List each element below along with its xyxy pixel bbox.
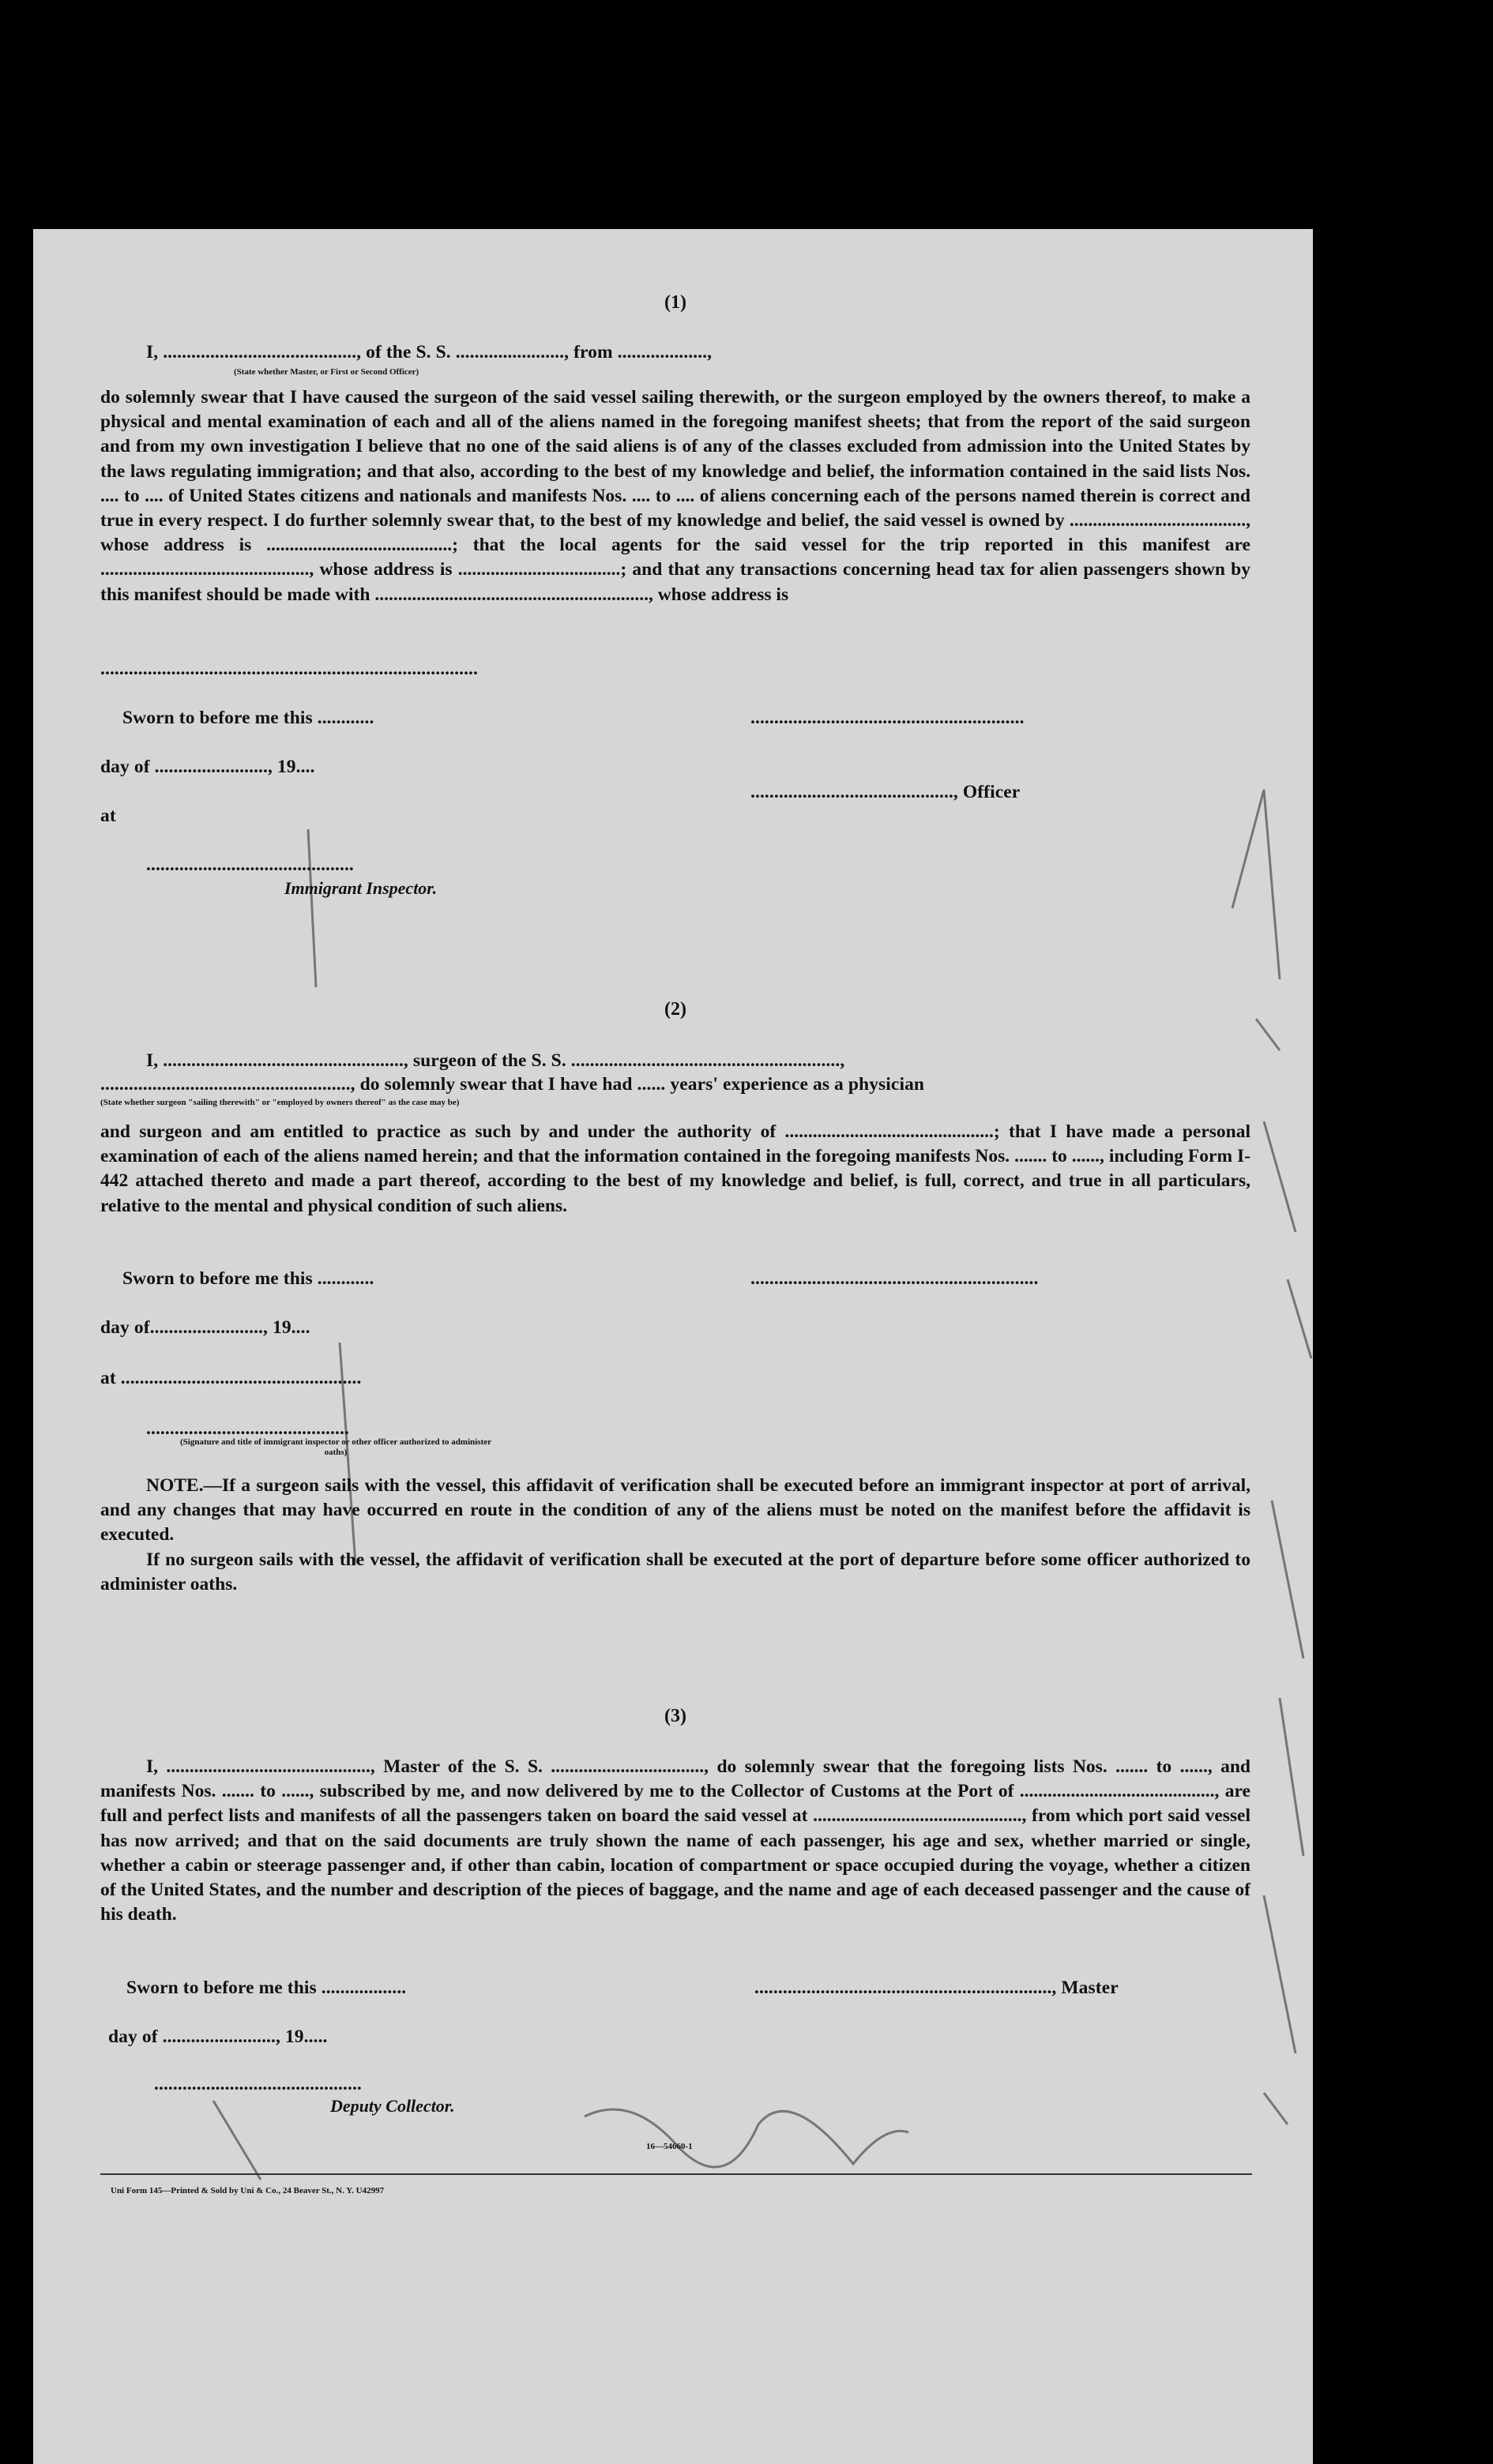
sworn-line: Sworn to before me this ............: [122, 1268, 374, 1289]
day-line: day of........................, 19....: [100, 1317, 310, 1338]
dotted-line: ............................................: [154, 2074, 362, 2094]
affidavit-text: do solemnly swear that I have caused the surgeon of the said vessel sailing therewith, or the surgeon employed by the owners thereof, to make a physical and mental examination of each and all of the aliens named in the foregoing manifest sheets; that from the report of the said surgeon and from my own investigation I believe that no one of the said aliens is of any of the classes excluded from admission into the United States by the laws regulating immigration; and that also, according to the best of my knowledge and belief, the information contained in the said lists Nos. .... to .... of United States citizens and nationals and manifests Nos. .... to .... of aliens concerning each of the persons named therein is correct and true in every respect. I do further solemnly swear that, to the best of my knowledge and belief, the said vessel is owned by ......................................, whose address is ........................................; that the local agents for the said vessel for the trip reported in this manifest are ............................................., whose address is ...................................; and that any transactions concerning head tax for alien passengers shown by this manifest should be made with ..........................................................., whose address is: [100, 387, 1250, 605]
deputy-collector-label: Deputy Collector.: [330, 2096, 455, 2116]
note-text: If no surgeon sails with the vessel, the affidavit of verification shall be executed at the port of departure before some officer authorized to administer oaths.: [100, 1549, 1250, 1595]
binder-hole: [1371, 1828, 1410, 1868]
day-line: day of ........................, 19.....: [108, 2026, 328, 2047]
dotted-line: ................................................................................: [100, 659, 478, 679]
field-caption: (State whether surgeon "sailing therewith" or "employed by owners thereof" as the case may be): [100, 1098, 460, 1107]
dotted-line: ...........................................: [146, 1418, 349, 1439]
signature-line: ..........................................................: [750, 708, 1025, 728]
binder-hole: [1373, 2215, 1412, 2255]
affidavit-text: I, ............................................, Master of the S. S. ................................., do solemnly swear that the foregoing lists Nos. ....... to ......, and manifests Nos. ....... to ......, subscribed by me, and now delivered by me to the Collector of Customs at the Port of .........................................., are full and perfect lists and manifests of all the passengers taken on board the said vessel at ............................................., from which port said vessel has now arrived; and that on the said documents are truly shown the name of each passenger, his age and sex, whether married or single, whether a cabin or steerage passenger and, if other than cabin, location of compartment or space occupied during the voyage, whether a citizen of the United States, and the number and description of the pieces of baggage, and the name and age of each deceased passenger and the cause of his death.: [100, 1756, 1250, 1925]
day-line: day of ........................, 19....: [100, 757, 315, 777]
binder-hole: [1371, 2346, 1410, 2385]
footer-divider: [100, 2173, 1252, 2175]
section-number: (1): [664, 292, 686, 313]
at-line: at ...................................................: [100, 1368, 362, 1388]
affidavit-text: and surgeon and am entitled to practice as such by and under the authority of .............................................; that I have made a personal examination of each of the aliens named herein; and that the information contained in the foregoing manifests Nos. ....... to ......, including Form I-442 attached thereto and made a part thereof, according to the best of my knowledge and belief, is full, correct, and true in all particulars, relative to the mental and physical condition of such aliens.: [100, 1121, 1250, 1216]
field-caption: (State whether Master, or First or Second Officer): [234, 367, 419, 377]
at-label: at: [100, 806, 116, 826]
dotted-line: ............................................: [146, 855, 354, 875]
section-number: (2): [664, 999, 686, 1020]
printer-imprint: Uni Form 145—Printed & Sold by Uni & Co., 24 Beaver St., N. Y. U42997: [111, 2186, 385, 2195]
sworn-line: Sworn to before me this ............: [122, 708, 374, 728]
binder-hole: [1392, 1309, 1431, 1349]
field-caption: (Signature and title of immigrant inspector or other officer authorized to administer oaths): [179, 1437, 492, 1457]
master-line: ..............................................................., Master: [754, 1978, 1119, 1998]
binder-hole: [1382, 446, 1422, 486]
form-line: ....................................................., do solemnly swear that I have had ...... years' experience as a physician: [100, 1074, 925, 1095]
print-code: 16—54660-1: [646, 2142, 693, 2151]
sworn-line: Sworn to before me this ..................: [126, 1978, 407, 1998]
binder-hole: [1363, 296, 1402, 336]
note-text: NOTE.—If a surgeon sails with the vessel, this affidavit of verification shall be executed before an immigrant inspector at port of arrival, and any changes that may have occurred en route in the condition of any of the aliens must be noted on the manifest before the affidavit is executed.: [100, 1475, 1250, 1546]
inspector-label: Immigrant Inspector.: [284, 878, 438, 898]
section-number: (3): [664, 1706, 686, 1726]
form-line: I, ..................................................., surgeon of the S. S. .........................................................,: [146, 1050, 845, 1071]
binder-hole: [1371, 1694, 1410, 1733]
binder-hole: [1363, 821, 1402, 861]
signature-line: .............................................................: [750, 1268, 1039, 1289]
form-line: I, ........................................., of the S. S. ......................., from ...................,: [146, 342, 713, 362]
binder-hole: [1363, 956, 1402, 995]
officer-line: ..........................................., Officer: [750, 782, 1021, 802]
